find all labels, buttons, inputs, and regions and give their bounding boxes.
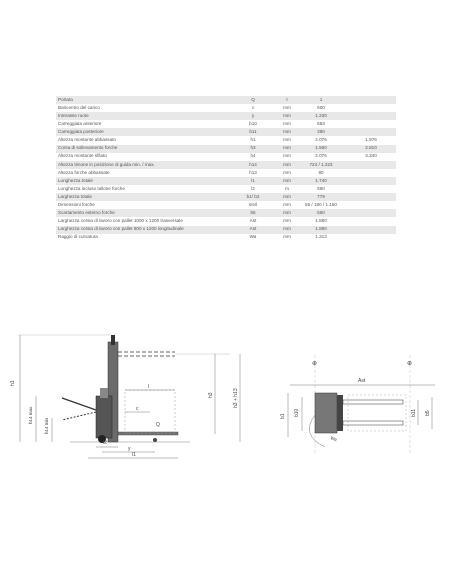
- cell-value-1: 2.076: [296, 136, 346, 144]
- cell-value-2: [346, 234, 396, 242]
- cell-unit: mm: [278, 112, 296, 120]
- label-h14-max: h14 max: [28, 406, 33, 424]
- cell-unit: t: [278, 96, 296, 104]
- cell-unit: mm: [278, 153, 296, 161]
- cell-label: Carreggiata posteriore: [56, 128, 228, 136]
- cell-symbol: y: [228, 112, 278, 120]
- cell-value-1: 1: [296, 96, 346, 104]
- cell-unit: mm: [278, 104, 296, 112]
- lowered-forks: [118, 432, 178, 435]
- cell-label: Altezza timone in posizione di guida min. / max.: [56, 161, 228, 169]
- cell-label: Altezza montante sfilato: [56, 153, 228, 161]
- cell-value-2: 2.810: [346, 145, 396, 153]
- cell-value-2: [346, 104, 396, 112]
- cell-symbol: h13: [228, 169, 278, 177]
- table-row: [56, 96, 396, 104]
- table-row: [56, 161, 396, 169]
- label-q: Q: [156, 422, 160, 428]
- cell-value-1: 1.880: [296, 217, 346, 225]
- cell-symbol: l1: [228, 177, 278, 185]
- label-h3-h13: h3 + h13: [233, 388, 239, 408]
- label-l: l: [148, 384, 150, 390]
- load-wheel: [153, 438, 157, 442]
- label-c: c: [136, 406, 139, 412]
- label-b5: b5: [425, 410, 431, 416]
- table-row: [56, 234, 396, 242]
- fork-bottom: [343, 421, 403, 425]
- cell-symbol: s/e/l: [228, 201, 278, 209]
- cell-value-2: [346, 209, 396, 217]
- table-row: [56, 201, 396, 209]
- label-h1: h1: [10, 380, 16, 386]
- label-b1: b1: [280, 413, 286, 419]
- cell-value-2: [346, 226, 396, 234]
- cell-value-2: [346, 193, 396, 201]
- mast-top: [111, 335, 115, 345]
- table-row: [56, 226, 396, 234]
- label-h3: h3: [208, 392, 214, 398]
- cell-value-2: [346, 177, 396, 185]
- cell-symbol: h3: [228, 145, 278, 153]
- cell-symbol: b10: [228, 120, 278, 128]
- label-wa: Wa: [329, 435, 338, 443]
- axis-marker-right-icon: ⊕: [407, 361, 413, 367]
- label-l2: l2: [103, 440, 107, 446]
- side-view-diagram: [0, 330, 260, 475]
- cell-symbol: Ast: [228, 226, 278, 234]
- cell-symbol: b1/ b2: [228, 193, 278, 201]
- spec-table: [56, 96, 396, 242]
- cell-value-1: 724 / 1.223: [296, 161, 346, 169]
- table-row: [56, 104, 396, 112]
- cell-unit: mm: [278, 226, 296, 234]
- cell-symbol: h4: [228, 153, 278, 161]
- cell-value-1: 600: [296, 104, 346, 112]
- cell-value-2: 3.340: [346, 153, 396, 161]
- cell-value-2: [346, 120, 396, 128]
- cell-unit: mm: [278, 128, 296, 136]
- tiller-max: [62, 398, 96, 410]
- cell-symbol: l2: [228, 185, 278, 193]
- cell-label: Altezza montante abbassato: [56, 136, 228, 144]
- table-row: [56, 217, 396, 225]
- tiller-min: [62, 412, 96, 420]
- cell-unit: mm: [278, 169, 296, 177]
- cell-value-2: [346, 112, 396, 120]
- pallet-outline: [348, 395, 406, 431]
- cell-label: Larghezza corsia di lavoro con pallet 800 x 1200 longitudinale: [56, 226, 228, 234]
- cell-value-1: 55 / 180 / 1.150: [296, 201, 346, 209]
- cell-value-2: [346, 185, 396, 193]
- cell-symbol: h1: [228, 136, 278, 144]
- cell-label: Baricentro del carico: [56, 104, 228, 112]
- cell-symbol: Wa: [228, 234, 278, 242]
- axis-marker-left-icon: ⊕: [312, 361, 318, 367]
- cell-value-1: 90: [296, 169, 346, 177]
- cell-unit: mm: [278, 201, 296, 209]
- cell-unit: mm: [278, 193, 296, 201]
- cell-unit: mm: [278, 217, 296, 225]
- label-ast: Ast: [358, 378, 366, 384]
- cell-label: Scartamento esterno forche: [56, 209, 228, 217]
- table-row: [56, 145, 396, 153]
- cell-value-2: [346, 128, 396, 136]
- truck-body: [96, 396, 112, 438]
- label-l1: l1: [132, 452, 136, 458]
- cell-value-1: 1.890: [296, 226, 346, 234]
- cell-label: Carreggiata anteriore: [56, 120, 228, 128]
- label-y: y: [128, 446, 131, 452]
- cell-value-2: [346, 169, 396, 177]
- table-row: [56, 112, 396, 120]
- cell-unit: m: [278, 185, 296, 193]
- cell-label: Altezza forche abbassate: [56, 169, 228, 177]
- cell-label: Lunghezza totale: [56, 177, 228, 185]
- table-row: [56, 185, 396, 193]
- table-row: [56, 153, 396, 161]
- label-b11: b11: [411, 409, 417, 417]
- truck-top: [315, 393, 337, 433]
- cell-value-2: [346, 161, 396, 169]
- label-h14-min: h14 min: [44, 417, 49, 434]
- cell-value-1: 560: [296, 209, 346, 217]
- cell-label: Lunghezza incluso tallone forche: [56, 185, 228, 193]
- cell-value-1: 1.740: [296, 177, 346, 185]
- cell-unit: mm: [278, 234, 296, 242]
- table-row: [56, 193, 396, 201]
- cell-label: Dimensioni forche: [56, 201, 228, 209]
- cell-label: Portata: [56, 96, 228, 104]
- table-row: [56, 128, 396, 136]
- table-row: [56, 177, 396, 185]
- table-row: [56, 209, 396, 217]
- cell-symbol: c: [228, 104, 278, 112]
- cell-symbol: b5: [228, 209, 278, 217]
- cell-value-1: 380: [296, 128, 346, 136]
- cell-label: Raggio di curvatura: [56, 234, 228, 242]
- cell-label: Interasse ruote: [56, 112, 228, 120]
- table-row: [56, 136, 396, 144]
- label-b10: b10: [294, 408, 300, 417]
- table-row: [56, 120, 396, 128]
- cell-value-2: [346, 217, 396, 225]
- cell-unit: mm: [278, 136, 296, 144]
- cell-value-1: 1.560: [296, 145, 346, 153]
- table-row: [56, 169, 396, 177]
- top-view-diagram: [270, 355, 440, 455]
- cell-unit: mm: [278, 177, 296, 185]
- cell-value-2: [346, 96, 396, 104]
- cell-unit: mm: [278, 161, 296, 169]
- cell-label: Larghezza corsia di lavoro con pallet 1000 x 1200 trasversale: [56, 217, 228, 225]
- cell-symbol: Ast: [228, 217, 278, 225]
- cell-value-1: 693: [296, 120, 346, 128]
- cell-value-1: 1.230: [296, 112, 346, 120]
- cell-value-1: 2.076: [296, 153, 346, 161]
- cell-symbol: Q: [228, 96, 278, 104]
- cell-unit: mm: [278, 120, 296, 128]
- cell-value-1: 1.313: [296, 234, 346, 242]
- fork-top: [343, 400, 403, 404]
- cell-value-2: [346, 201, 396, 209]
- cell-unit: mm: [278, 145, 296, 153]
- cell-value-2: 1.976: [346, 136, 396, 144]
- cell-value-1: 779: [296, 193, 346, 201]
- cell-symbol: b11: [228, 128, 278, 136]
- cell-value-1: 590: [296, 185, 346, 193]
- cell-unit: mm: [278, 209, 296, 217]
- cell-label: Corsa di sollevamento forche: [56, 145, 228, 153]
- cell-label: Larghezza totale: [56, 193, 228, 201]
- spec-table-body: [56, 96, 396, 242]
- cell-symbol: h14: [228, 161, 278, 169]
